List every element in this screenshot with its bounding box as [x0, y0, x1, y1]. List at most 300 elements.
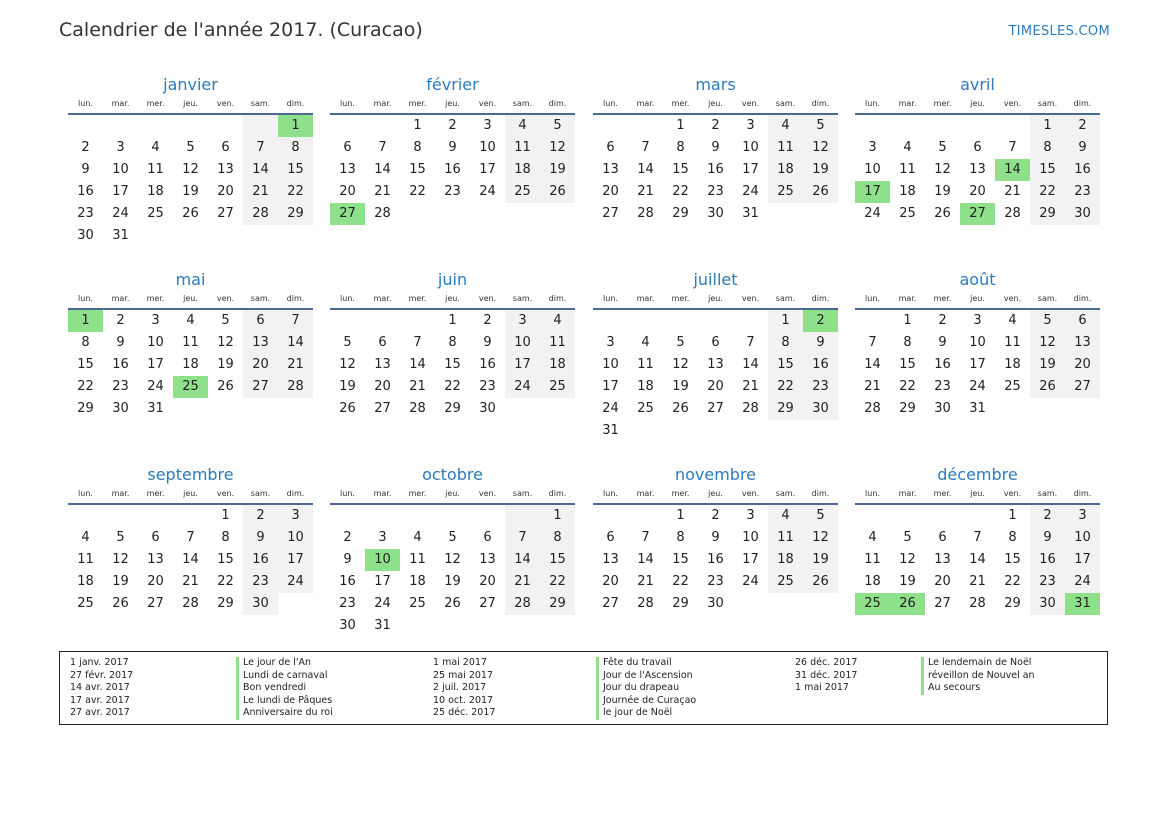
weekend-day-cell: 8 — [278, 137, 313, 159]
day-cell: 30 — [77, 228, 94, 244]
empty-cell — [628, 420, 663, 442]
day-cell: 7 — [413, 335, 422, 351]
day-cell: 6 — [151, 530, 160, 546]
day-cell: 4 — [413, 530, 422, 546]
day-cell: 14 — [637, 552, 654, 568]
weekend-day-cell: 16 — [1030, 549, 1065, 571]
empty-cell — [803, 203, 838, 225]
weekday-label: dim. — [286, 294, 305, 303]
day-cell: 24 — [374, 596, 391, 612]
weekday-label: dim. — [1073, 294, 1092, 303]
day-cell: 20 — [339, 184, 356, 200]
weekend-day-cell: 25 — [540, 376, 575, 398]
empty-cell — [138, 225, 173, 247]
day-cell: 16 — [339, 574, 356, 590]
weekend-day-cell: 18 — [768, 159, 803, 181]
weekday-header — [855, 97, 1100, 111]
weekday-label: mer. — [671, 294, 690, 303]
day-cell: 25 — [77, 596, 94, 612]
day-cell: 11 — [637, 357, 654, 373]
day-cell: 12 — [934, 162, 951, 178]
weekday-label: lun. — [340, 294, 355, 303]
weekend-day-cell: 29 — [1030, 203, 1065, 225]
day-cell: 28 — [864, 401, 881, 417]
day-cell: 22 — [1004, 574, 1021, 590]
empty-cell — [733, 310, 768, 332]
holiday-day-cell: 1 — [68, 310, 103, 332]
month-7 — [855, 269, 1100, 420]
day-cell: 18 — [182, 357, 199, 373]
month-0 — [68, 74, 313, 247]
day-cell: 21 — [637, 574, 654, 590]
holiday-day-cell: 25 — [173, 376, 208, 398]
weekday-label: ven. — [478, 294, 497, 303]
day-cell: 27 — [602, 596, 619, 612]
day-cell: 6 — [483, 530, 492, 546]
day-cell: 19 — [444, 574, 461, 590]
day-cell: 15 — [409, 162, 426, 178]
week-row — [593, 203, 838, 225]
week-row — [330, 332, 575, 354]
day-cell: 2 — [81, 140, 90, 156]
day-cell: 17 — [742, 552, 759, 568]
day-cell: 13 — [479, 552, 496, 568]
holiday-date: 25 déc. 2017 — [433, 707, 496, 719]
day-cell: 20 — [147, 574, 164, 590]
empty-cell — [960, 115, 995, 137]
weekday-label: jeu. — [445, 489, 460, 498]
day-cell: 6 — [606, 530, 615, 546]
day-cell: 21 — [969, 574, 986, 590]
day-cell: 30 — [479, 401, 496, 417]
site-link[interactable]: TIMESLES.COM — [1008, 24, 1110, 39]
day-cell: 9 — [81, 162, 90, 178]
month-2 — [593, 74, 838, 225]
weekend-day-cell: 10 — [1065, 527, 1100, 549]
empty-cell — [1065, 398, 1100, 420]
weekday-label: sam. — [775, 489, 796, 498]
day-cell: 28 — [969, 596, 986, 612]
weekend-day-cell: 12 — [540, 137, 575, 159]
day-cell: 22 — [444, 379, 461, 395]
month-4 — [68, 269, 313, 420]
day-cell: 8 — [1008, 530, 1017, 546]
weekday-label: dim. — [1073, 99, 1092, 108]
weekend-day-cell: 10 — [278, 527, 313, 549]
holiday-name: le jour de Noël — [596, 707, 696, 720]
day-cell: 3 — [746, 508, 755, 524]
week-row — [593, 420, 838, 442]
empty-cell — [803, 420, 838, 442]
day-cell: 11 — [1004, 335, 1021, 351]
day-cell: 14 — [182, 552, 199, 568]
day-cell: 19 — [899, 574, 916, 590]
day-cell: 23 — [77, 206, 94, 222]
week-row — [330, 571, 575, 593]
week-row — [855, 203, 1100, 225]
holiday-name: Au secours — [921, 682, 1035, 695]
weekday-header — [330, 487, 575, 501]
weekday-label: lun. — [865, 489, 880, 498]
empty-cell — [733, 593, 768, 615]
week-row — [68, 115, 313, 137]
day-cell: 14 — [864, 357, 881, 373]
week-row — [593, 549, 838, 571]
weekday-label: mar. — [111, 294, 130, 303]
day-cell: 23 — [339, 596, 356, 612]
day-cell: 24 — [602, 401, 619, 417]
day-cell: 11 — [77, 552, 94, 568]
week-row — [68, 527, 313, 549]
empty-cell — [505, 615, 540, 637]
empty-cell — [103, 505, 138, 527]
day-cell: 13 — [602, 162, 619, 178]
weekday-label: ven. — [216, 294, 235, 303]
day-cell: 11 — [182, 335, 199, 351]
month-name: janvier — [163, 75, 218, 94]
day-cell: 27 — [602, 206, 619, 222]
day-cell: 12 — [672, 357, 689, 373]
week-row — [330, 549, 575, 571]
weekday-label: ven. — [216, 99, 235, 108]
day-cell: 4 — [903, 140, 912, 156]
empty-cell — [855, 505, 890, 527]
holiday-name: Jour du drapeau — [596, 682, 696, 695]
day-cell: 9 — [711, 140, 720, 156]
weekday-label: mer. — [933, 99, 952, 108]
holiday-date: 14 avr. 2017 — [70, 682, 130, 694]
holiday-name: Lundi de carnaval — [236, 670, 333, 683]
day-cell: 20 — [934, 574, 951, 590]
day-cell: 17 — [602, 379, 619, 395]
weekday-label: ven. — [216, 489, 235, 498]
day-cell: 26 — [217, 379, 234, 395]
holiday-name: Anniversaire du roi — [236, 707, 333, 720]
holiday-date: 10 oct. 2017 — [433, 694, 494, 706]
holiday-date: 2 juil. 2017 — [433, 682, 487, 694]
day-cell: 7 — [641, 140, 650, 156]
empty-cell — [663, 420, 698, 442]
day-cell: 22 — [409, 184, 426, 200]
weekend-day-cell: 23 — [1030, 571, 1065, 593]
day-cell: 29 — [672, 206, 689, 222]
empty-cell — [593, 115, 628, 137]
empty-cell — [400, 203, 435, 225]
weekend-day-cell: 20 — [1065, 354, 1100, 376]
day-cell: 22 — [672, 574, 689, 590]
day-cell: 11 — [147, 162, 164, 178]
day-cell: 29 — [672, 596, 689, 612]
empty-cell — [628, 505, 663, 527]
day-cell: 8 — [413, 140, 422, 156]
empty-cell — [768, 203, 803, 225]
day-cell: 1 — [903, 313, 912, 329]
day-cell: 24 — [479, 184, 496, 200]
weekday-label: mar. — [636, 489, 655, 498]
empty-cell — [505, 398, 540, 420]
week-row — [330, 376, 575, 398]
empty-cell — [540, 203, 575, 225]
day-cell: 28 — [637, 596, 654, 612]
day-cell: 20 — [217, 184, 234, 200]
week-row — [330, 615, 575, 637]
day-cell: 5 — [116, 530, 125, 546]
empty-cell — [435, 203, 470, 225]
weekend-day-cell: 18 — [540, 354, 575, 376]
weekend-day-cell: 26 — [803, 181, 838, 203]
empty-cell — [768, 593, 803, 615]
day-cell: 31 — [742, 206, 759, 222]
weekend-day-cell: 15 — [768, 354, 803, 376]
month-name: septembre — [147, 465, 234, 484]
empty-cell — [435, 505, 470, 527]
weekend-day-cell: 5 — [803, 115, 838, 137]
weekend-day-cell: 21 — [243, 181, 278, 203]
day-cell: 14 — [637, 162, 654, 178]
week-row — [68, 203, 313, 225]
weekday-label: mar. — [373, 294, 392, 303]
day-cell: 13 — [602, 552, 619, 568]
empty-cell — [470, 615, 505, 637]
week-row — [330, 159, 575, 181]
weekday-label: sam. — [250, 99, 271, 108]
day-cell: 3 — [746, 118, 755, 134]
day-cell: 8 — [448, 335, 457, 351]
day-cell: 5 — [676, 335, 685, 351]
day-cell: 23 — [934, 379, 951, 395]
weekday-label: jeu. — [708, 99, 723, 108]
week-row — [330, 310, 575, 332]
day-cell: 28 — [374, 206, 391, 222]
holiday-date: 27 févr. 2017 — [70, 669, 134, 681]
week-row — [330, 203, 575, 225]
month-8 — [68, 464, 313, 615]
weekend-day-cell: 18 — [768, 549, 803, 571]
day-cell: 31 — [969, 401, 986, 417]
month-name: mars — [695, 75, 736, 94]
day-cell: 1 — [221, 508, 230, 524]
day-cell: 29 — [217, 596, 234, 612]
day-cell: 2 — [711, 508, 720, 524]
weekend-day-cell: 15 — [1030, 159, 1065, 181]
day-cell: 4 — [641, 335, 650, 351]
weekday-label: dim. — [286, 99, 305, 108]
day-cell: 1 — [448, 313, 457, 329]
empty-cell — [173, 115, 208, 137]
weekday-header — [68, 292, 313, 306]
holiday-day-cell: 27 — [960, 203, 995, 225]
weekday-label: jeu. — [970, 294, 985, 303]
holiday-day-cell: 27 — [330, 203, 365, 225]
week-row — [593, 398, 838, 420]
weekend-day-cell: 5 — [803, 505, 838, 527]
day-cell: 9 — [483, 335, 492, 351]
weekday-label: dim. — [548, 294, 567, 303]
weekday-header — [855, 292, 1100, 306]
day-cell: 9 — [448, 140, 457, 156]
day-cell: 17 — [147, 357, 164, 373]
weekend-day-cell: 17 — [1065, 549, 1100, 571]
weekday-label: mer. — [408, 99, 427, 108]
day-cell: 27 — [147, 596, 164, 612]
holiday-name: Bon vendredi — [236, 682, 333, 695]
day-cell: 18 — [77, 574, 94, 590]
empty-cell — [173, 225, 208, 247]
weekend-day-cell: 22 — [768, 376, 803, 398]
day-cell: 20 — [707, 379, 724, 395]
month-name: avril — [960, 75, 995, 94]
day-cell: 7 — [378, 140, 387, 156]
weekend-day-cell: 25 — [768, 571, 803, 593]
weekend-day-cell: 30 — [803, 398, 838, 420]
weekday-label: mar. — [111, 99, 130, 108]
weekend-day-cell: 13 — [1065, 332, 1100, 354]
day-cell: 31 — [602, 423, 619, 439]
day-cell: 9 — [116, 335, 125, 351]
day-cell: 25 — [637, 401, 654, 417]
weekend-day-cell: 8 — [1030, 137, 1065, 159]
day-cell: 7 — [746, 335, 755, 351]
empty-cell — [995, 398, 1030, 420]
day-cell: 8 — [81, 335, 90, 351]
empty-cell — [733, 420, 768, 442]
day-cell: 30 — [339, 618, 356, 634]
weekday-header — [330, 292, 575, 306]
weekend-day-cell: 3 — [505, 310, 540, 332]
week-row — [855, 310, 1100, 332]
day-cell: 28 — [182, 596, 199, 612]
day-cell: 20 — [479, 574, 496, 590]
day-cell: 9 — [711, 530, 720, 546]
day-cell: 6 — [221, 140, 230, 156]
day-cell: 7 — [641, 530, 650, 546]
empty-cell — [995, 115, 1030, 137]
day-cell: 27 — [707, 401, 724, 417]
day-cell: 20 — [969, 184, 986, 200]
holiday-date: 1 mai 2017 — [433, 657, 487, 668]
weekend-day-cell: 4 — [505, 115, 540, 137]
weekend-day-cell: 23 — [1065, 181, 1100, 203]
day-cell: 26 — [182, 206, 199, 222]
empty-cell — [925, 115, 960, 137]
weekend-day-cell: 2 — [1065, 115, 1100, 137]
week-row — [68, 398, 313, 420]
empty-cell — [698, 310, 733, 332]
month-name: juillet — [693, 270, 738, 289]
weekend-day-cell: 6 — [1065, 310, 1100, 332]
weekend-day-cell: 23 — [803, 376, 838, 398]
day-cell: 9 — [938, 335, 947, 351]
weekend-day-cell: 5 — [540, 115, 575, 137]
holiday-date: 26 déc. 2017 — [795, 657, 858, 668]
weekday-label: mer. — [671, 99, 690, 108]
day-cell: 18 — [899, 184, 916, 200]
empty-cell — [698, 420, 733, 442]
day-cell: 29 — [444, 401, 461, 417]
weekend-day-cell: 28 — [505, 593, 540, 615]
empty-cell — [628, 310, 663, 332]
month-name: février — [426, 75, 479, 94]
weekend-day-cell: 12 — [803, 137, 838, 159]
weekend-day-cell: 11 — [768, 527, 803, 549]
day-cell: 21 — [864, 379, 881, 395]
empty-cell — [925, 505, 960, 527]
day-cell: 24 — [742, 574, 759, 590]
empty-cell — [1030, 398, 1065, 420]
day-cell: 10 — [864, 162, 881, 178]
empty-cell — [855, 310, 890, 332]
day-cell: 7 — [868, 335, 877, 351]
weekend-day-cell: 7 — [243, 137, 278, 159]
weekday-label: ven. — [741, 99, 760, 108]
day-cell: 10 — [742, 140, 759, 156]
day-cell: 6 — [606, 140, 615, 156]
weekend-day-cell: 7 — [278, 310, 313, 332]
holiday-date: 27 avr. 2017 — [70, 707, 130, 719]
day-cell: 21 — [637, 184, 654, 200]
day-cell: 24 — [112, 206, 129, 222]
holiday-day-cell: 17 — [855, 181, 890, 203]
day-cell: 2 — [448, 118, 457, 134]
day-cell: 26 — [112, 596, 129, 612]
day-cell: 8 — [676, 530, 685, 546]
day-cell: 29 — [1004, 596, 1021, 612]
holiday-names-column — [236, 657, 333, 720]
day-cell: 2 — [483, 313, 492, 329]
weekday-label: sam. — [250, 489, 271, 498]
day-cell: 27 — [217, 206, 234, 222]
weekday-label: sam. — [250, 294, 271, 303]
holiday-dates-column — [70, 657, 133, 720]
day-cell: 22 — [672, 184, 689, 200]
month-9 — [330, 464, 575, 637]
empty-cell — [505, 505, 540, 527]
empty-cell — [540, 615, 575, 637]
day-cell: 8 — [903, 335, 912, 351]
empty-cell — [138, 115, 173, 137]
week-row — [593, 137, 838, 159]
day-cell: 25 — [899, 206, 916, 222]
day-cell: 5 — [186, 140, 195, 156]
day-cell: 28 — [409, 401, 426, 417]
month-name: novembre — [674, 465, 757, 484]
day-cell: 8 — [221, 530, 230, 546]
empty-cell — [768, 420, 803, 442]
week-row — [593, 181, 838, 203]
day-cell: 12 — [182, 162, 199, 178]
day-cell: 8 — [676, 140, 685, 156]
day-cell: 28 — [742, 401, 759, 417]
holiday-name: Fête du travail — [596, 657, 696, 670]
day-cell: 5 — [448, 530, 457, 546]
empty-cell — [593, 505, 628, 527]
day-cell: 25 — [409, 596, 426, 612]
weekend-day-cell: 4 — [768, 505, 803, 527]
empty-cell — [365, 115, 400, 137]
day-cell: 25 — [147, 206, 164, 222]
empty-cell — [890, 115, 925, 137]
weekend-day-cell: 1 — [540, 505, 575, 527]
empty-cell — [365, 505, 400, 527]
weekday-label: sam. — [1037, 99, 1058, 108]
weekend-day-cell: 9 — [1065, 137, 1100, 159]
day-cell: 20 — [374, 379, 391, 395]
weekday-label: dim. — [811, 99, 830, 108]
weekday-label: ven. — [1003, 99, 1022, 108]
weekday-label: jeu. — [970, 99, 985, 108]
weekday-label: mer. — [146, 489, 165, 498]
day-cell: 16 — [112, 357, 129, 373]
